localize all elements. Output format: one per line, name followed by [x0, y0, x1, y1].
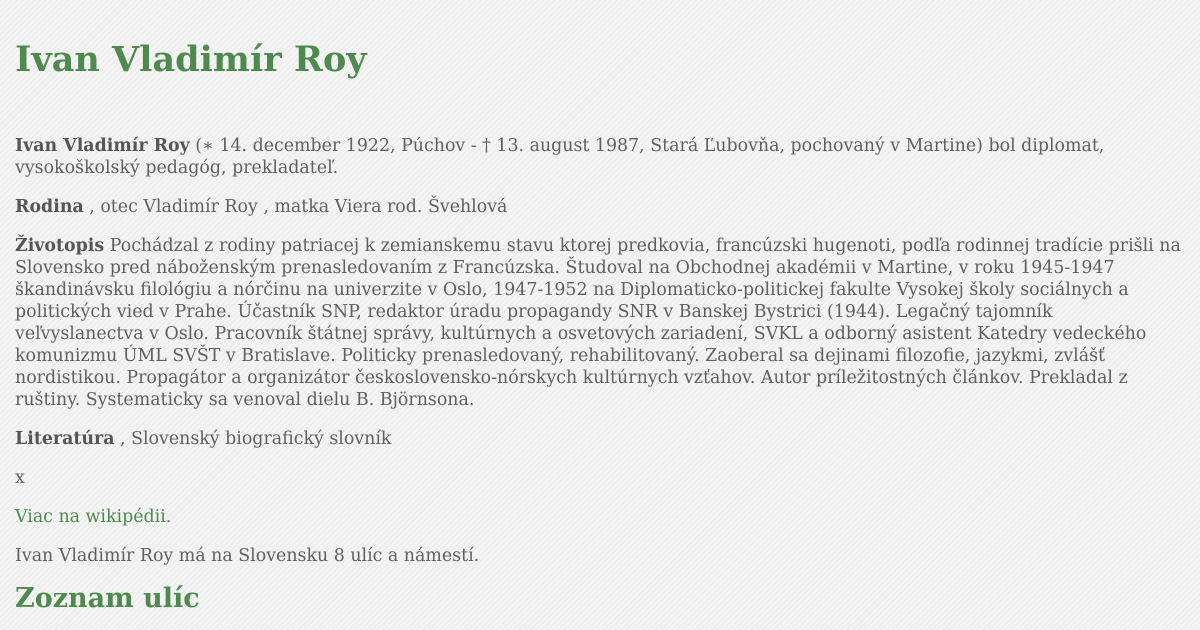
more-paragraph	[15, 506, 1185, 528]
street-count-text: Ivan Vladimír Roy má na Slovensku 8 ulíc a námestí.	[15, 546, 480, 566]
intro-paragraph	[15, 135, 1185, 179]
intro-text: (∗ 14. december 1922, Púchov - † 13. august 1987, Stará Ľubovňa, pochovaný v Martine) bol diplomat, vysokoškolský pedagóg, prekladateľ.	[15, 136, 1105, 178]
intro-name: Ivan Vladimír Roy	[15, 136, 190, 156]
literature-paragraph	[15, 428, 1185, 450]
family-label: Rodina	[15, 197, 84, 217]
literature-text: , Slovenský biografický slovník	[114, 429, 392, 449]
biography-paragraph	[15, 235, 1185, 411]
page-title: Ivan Vladimír Roy	[15, 39, 367, 80]
family-text: , otec Vladimír Roy , matka Viera rod. Švehlová	[83, 197, 508, 217]
biography-text: Pochádzal z rodiny patriacej k zemianskemu stavu ktorej predkovia, francúzski hugenoti, podľa rodinnej tradície prišli na Slovensko pred náboženským prenasledovaním z Francúzska. Študoval na Obchodnej akadémii v Martine, v roku 1945-1947 škandinávsku filológiu a nórčinu na univerzite v Oslo, 1947-1952 na Diplomaticko-politickej fakulte Vysokej školy sociálnych a politických vied v Prahe. Účastník SNP, redaktor úradu propagandy SNR v Banskej Bystrici (1944). Legačný tajomník veľvyslanectva v Oslo. Pracovník štátnej správy, kultúrnych a osvetových zariadení, SVKL a odborný asistent Katedry vedeckého komunizmu ÚML SVŠT v Bratislave. Politicky prenasledovaný, rehabilitovaný. Zaoberal sa dejinami filozofie, jazykmi, zvlášť nordistikou. Propagátor a organizátor československo-nórskych kultúrnych vzťahov. Autor príležitostných článkov. Prekladal z ruštiny. Systematicky sa venoval dielu B. Björnsona.	[15, 236, 1181, 410]
literature-label: Literatúra	[15, 429, 115, 449]
x-text: x	[15, 468, 25, 488]
family-paragraph	[15, 196, 1185, 218]
biography-label: Životopis	[15, 236, 105, 256]
wikipedia-link[interactable]: Viac na wikipédii.	[15, 507, 172, 527]
section-title: Zoznam ulíc	[15, 583, 200, 614]
